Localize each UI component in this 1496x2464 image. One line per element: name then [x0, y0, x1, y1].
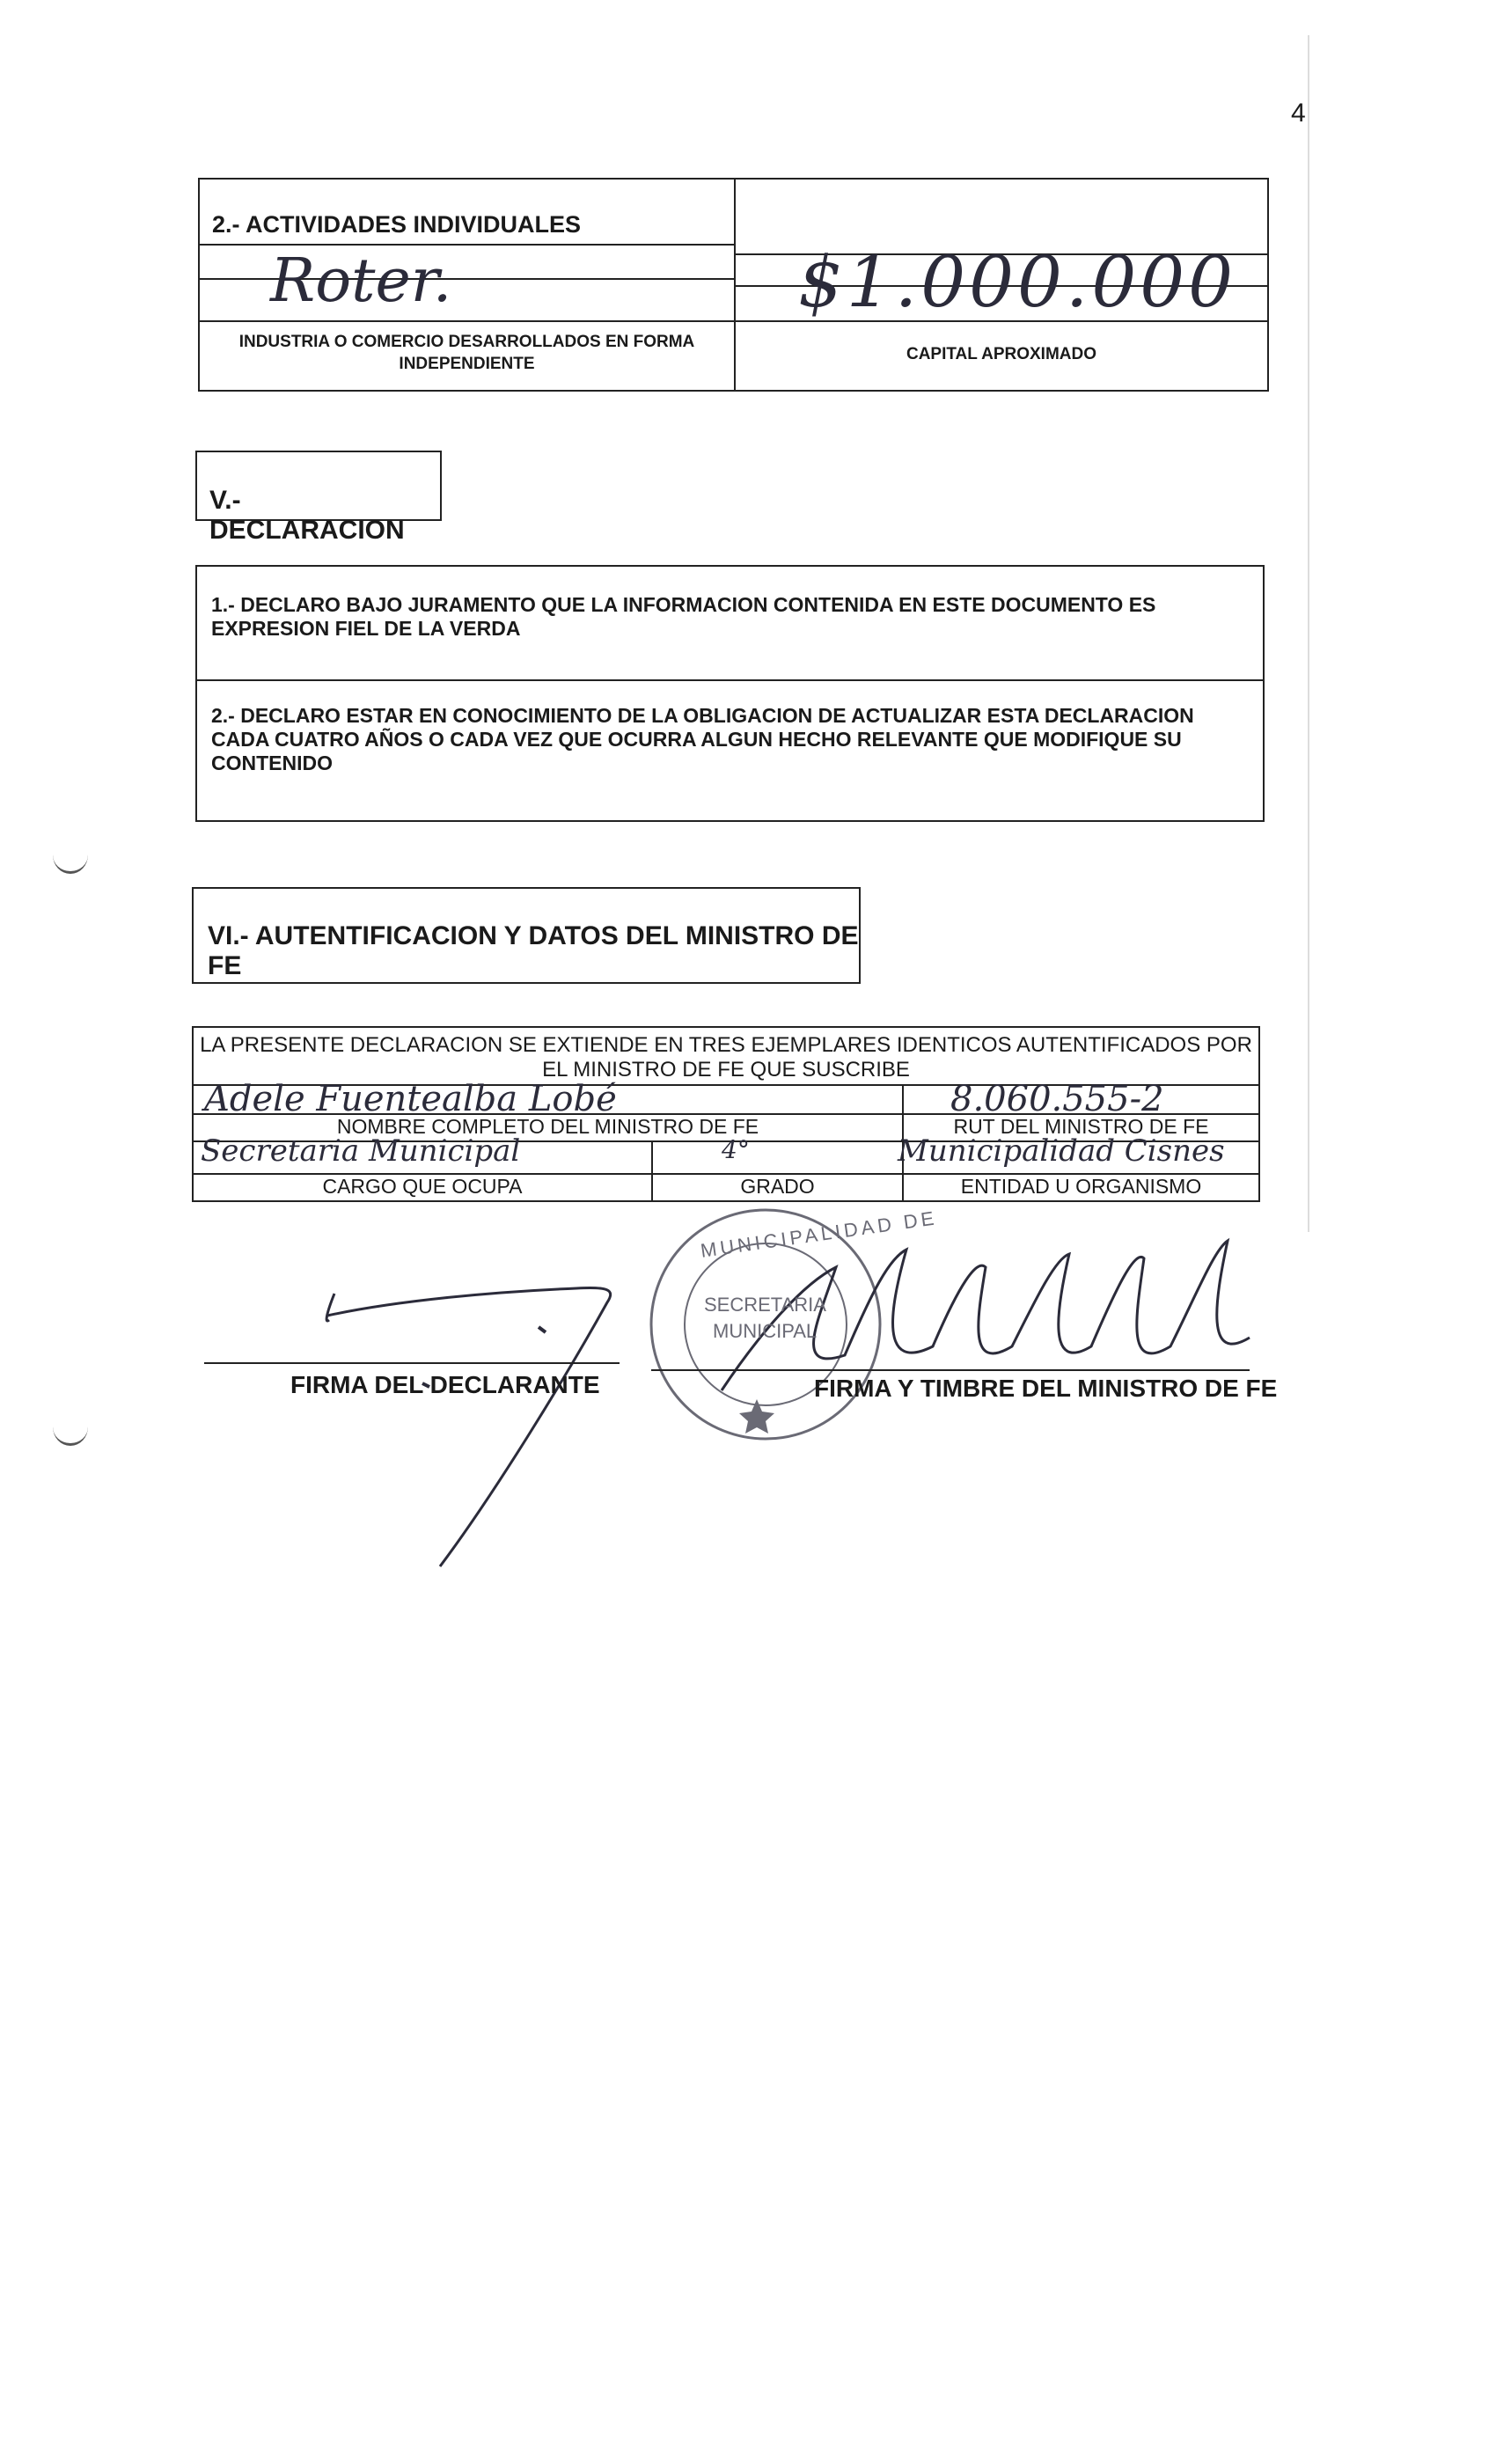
declarant-signature-label: FIRMA DEL DECLARANTE: [290, 1371, 600, 1398]
activities-title: 2.- ACTIVIDADES INDIVIDUALES: [212, 211, 582, 238]
minister-name-label: NOMBRE COMPLETO DEL MINISTRO DE FE: [336, 1115, 759, 1138]
declaration-item-2: 2.- DECLARO ESTAR EN CONOCIMIENTO DE LA OBLIGACION DE ACTUALIZAR ESTA DECLARACION CADA CUATRO AÑOS O CADA VEZ QUE OCURRA ALGUN HECHO RELEVANTE QUE MODIFIQUE SU CONTENIDO: [211, 704, 1194, 774]
stamp-inner-text-1: SECRETARIA: [704, 1294, 826, 1316]
authentication-intro: LA PRESENTE DECLARACION SE EXTIENDE EN TRES EJEMPLARES IDENTICOS AUTENTIFICADOS POR EL MINISTRO DE FE QUE SUSCRIBE: [200, 1033, 1252, 1082]
ministro-signature-line: [651, 1369, 1250, 1371]
authentication-title: VI.- AUTENTIFICACION Y DATOS DEL MINISTRO DE FE: [208, 921, 859, 980]
entidad-label: ENTIDAD U ORGANISMO: [960, 1175, 1202, 1198]
declarant-signature-line: [204, 1362, 620, 1364]
declaration-item-1: 1.- DECLARO BAJO JURAMENTO QUE LA INFORMACION CONTENIDA EN ESTE DOCUMENTO ES EXPRESION FIEL DE LA VERDA: [211, 593, 1156, 640]
activity-caption: INDUSTRIA O COMERCIO DESARROLLADOS EN FORMA INDEPENDIENTE: [238, 333, 695, 373]
entidad-handwritten: Municipalidad Cisnes: [898, 1133, 1225, 1169]
minister-name-handwritten: Adele Fuentealba Lobé: [204, 1079, 617, 1119]
stamp-inner-text-2: MUNICIPAL: [713, 1320, 818, 1342]
page-number: 4: [1291, 99, 1306, 128]
capital-caption: CAPITAL APROXIMADO: [906, 345, 1097, 363]
minister-rut-handwritten: 8.060.555-2: [950, 1079, 1164, 1119]
cargo-handwritten: Secretaria Municipal: [201, 1133, 521, 1169]
grado-label: GRADO: [740, 1175, 815, 1198]
capital-handwritten-value: $1.000.000: [798, 241, 1237, 323]
activity-handwritten-value: Roter.: [270, 246, 452, 316]
declaration-title: V.- DECLARACION: [209, 486, 405, 545]
ministro-signature-label: FIRMA Y TIMBRE DEL MINISTRO DE FE: [814, 1375, 1278, 1402]
minister-rut-label: RUT DEL MINISTRO DE FE: [953, 1115, 1209, 1138]
grado-handwritten: 4°: [722, 1135, 750, 1164]
declarant-signature: [326, 1287, 611, 1566]
cargo-label: CARGO QUE OCUPA: [322, 1175, 523, 1198]
stamp-outer-text: MUNICIPALIDAD DE: [699, 1206, 939, 1262]
